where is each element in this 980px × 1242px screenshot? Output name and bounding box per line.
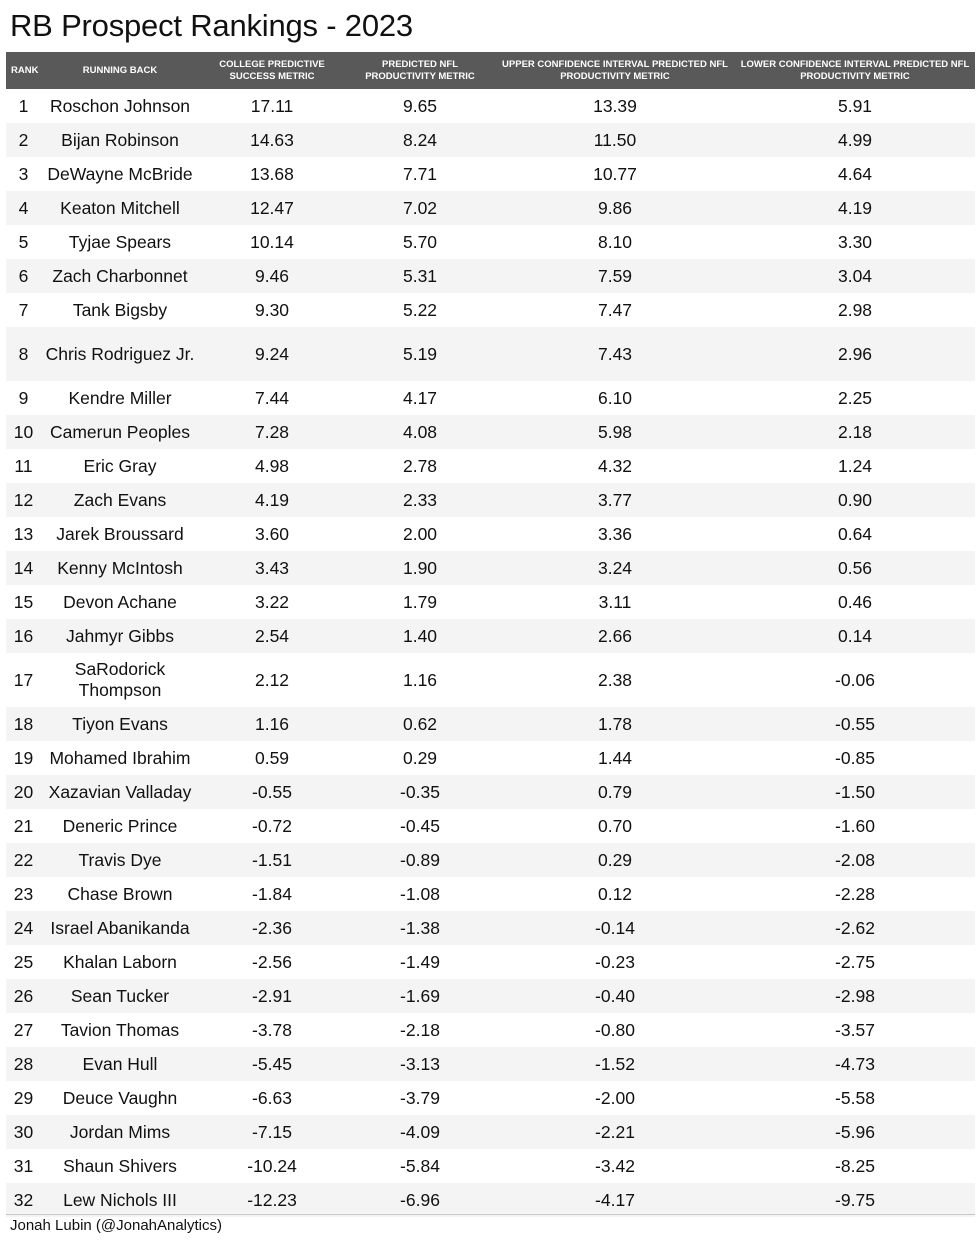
- cell-college-metric: 12.47: [199, 191, 345, 225]
- cell-lower-ci: 0.14: [735, 619, 975, 653]
- table-row: [6, 293, 975, 327]
- cell-upper-ci: 4.32: [597, 455, 633, 476]
- cell-college-metric: -7.15: [199, 1115, 345, 1149]
- table-row: [6, 1013, 975, 1047]
- cell-predicted-nfl: 2.33: [345, 483, 495, 517]
- cell-running-back: Deuce Vaughn: [62, 1087, 178, 1108]
- cell-upper-ci: 0.29: [495, 843, 735, 877]
- cell-rank: 14: [6, 551, 41, 585]
- cell-lower-ci: -1.50: [735, 775, 975, 809]
- cell-predicted-nfl: -3.79: [400, 1087, 440, 1108]
- cell-predicted-nfl: 2.78: [402, 455, 438, 476]
- table-row: [6, 945, 975, 979]
- cell-rank: 29: [13, 1087, 34, 1108]
- cell-predicted-nfl: 5.22: [402, 299, 438, 320]
- table-row: [6, 191, 975, 225]
- cell-rank: 24: [6, 911, 41, 945]
- table-row: [6, 843, 975, 877]
- table-row: [6, 517, 975, 551]
- cell-lower-ci: -8.25: [835, 1155, 875, 1176]
- cell-college-metric: 2.12: [254, 669, 290, 690]
- cell-predicted-nfl: -0.89: [345, 843, 495, 877]
- cell-running-back: Lew Nichols III: [41, 1183, 199, 1217]
- cell-upper-ci: -2.00: [595, 1087, 635, 1108]
- cell-lower-ci: 0.46: [837, 591, 873, 612]
- cell-upper-ci: 6.10: [597, 387, 633, 408]
- cell-college-metric: 4.19: [199, 483, 345, 517]
- cell-running-back: Kendre Miller: [68, 387, 172, 408]
- cell-rank: 12: [6, 483, 41, 517]
- cell-upper-ci: 0.12: [597, 883, 633, 904]
- cell-rank: 4: [6, 191, 41, 225]
- table-body: [6, 89, 975, 1217]
- cell-college-metric: -6.63: [252, 1087, 292, 1108]
- cell-lower-ci: 0.64: [837, 523, 873, 544]
- cell-upper-ci: 7.59: [495, 259, 735, 293]
- cell-predicted-nfl: 5.70: [402, 231, 438, 252]
- cell-running-back: Tank Bigsby: [72, 299, 168, 320]
- cell-running-back: Mohamed Ibrahim: [49, 747, 191, 768]
- cell-lower-ci: -0.85: [835, 747, 875, 768]
- cell-running-back: DeWayne McBride: [47, 163, 193, 184]
- cell-college-metric: -2.56: [252, 951, 292, 972]
- cell-rank: 3: [18, 163, 29, 184]
- cell-running-back: Zach Charbonnet: [41, 259, 199, 293]
- cell-rank: 5: [18, 231, 29, 252]
- cell-running-back: Keaton Mitchell: [41, 191, 199, 225]
- cell-running-back: Khalan Laborn: [63, 951, 177, 972]
- cell-college-metric: -1.51: [199, 843, 345, 877]
- cell-predicted-nfl: -0.45: [400, 815, 440, 836]
- cell-lower-ci: 1.24: [837, 455, 873, 476]
- cell-lower-ci: -2.28: [835, 883, 875, 904]
- header-predicted-nfl[interactable]: PREDICTED NFL PRODUCTIVITY METRIC: [345, 52, 495, 89]
- table-row: [6, 89, 975, 123]
- cell-lower-ci: -2.75: [835, 951, 875, 972]
- cell-upper-ci: 1.44: [597, 747, 633, 768]
- cell-college-metric: 14.63: [199, 123, 345, 157]
- page-title: RB Prospect Rankings - 2023: [10, 8, 413, 43]
- cell-upper-ci: 5.98: [495, 415, 735, 449]
- cell-rank: 17: [13, 669, 34, 690]
- cell-rank: 9: [18, 387, 29, 408]
- cell-upper-ci: 3.77: [495, 483, 735, 517]
- header-rank[interactable]: RANK: [6, 52, 41, 89]
- table-row: [6, 123, 975, 157]
- cell-running-back: Tavion Thomas: [60, 1019, 180, 1040]
- cell-upper-ci: 0.70: [597, 815, 633, 836]
- cell-lower-ci: 2.18: [735, 415, 975, 449]
- cell-upper-ci: -0.14: [495, 911, 735, 945]
- cell-predicted-nfl: 9.65: [402, 95, 438, 116]
- cell-upper-ci: 8.10: [597, 231, 633, 252]
- cell-college-metric: -3.78: [252, 1019, 292, 1040]
- cell-running-back: Israel Abanikanda: [41, 911, 199, 945]
- cell-predicted-nfl: -1.69: [345, 979, 495, 1013]
- table-row: [6, 809, 975, 843]
- cell-running-back: Jahmyr Gibbs: [41, 619, 199, 653]
- cell-rank: 6: [6, 259, 41, 293]
- cell-running-back: Tyjae Spears: [68, 231, 172, 252]
- cell-upper-ci: 1.78: [495, 707, 735, 741]
- cell-lower-ci: -3.57: [835, 1019, 875, 1040]
- cell-lower-ci: -1.60: [835, 815, 875, 836]
- cell-predicted-nfl: -4.09: [345, 1115, 495, 1149]
- cell-rank: 31: [13, 1155, 34, 1176]
- cell-predicted-nfl: -1.38: [345, 911, 495, 945]
- cell-lower-ci: 0.56: [735, 551, 975, 585]
- cell-college-metric: 3.22: [254, 591, 290, 612]
- cell-upper-ci: 10.77: [593, 163, 637, 184]
- cell-college-metric: 17.11: [250, 95, 294, 116]
- cell-lower-ci: -5.96: [735, 1115, 975, 1149]
- cell-predicted-nfl: 1.90: [345, 551, 495, 585]
- cell-lower-ci: -2.62: [735, 911, 975, 945]
- cell-lower-ci: 4.64: [837, 163, 873, 184]
- footer-credit: Jonah Lubin (@JonahAnalytics): [10, 1217, 223, 1234]
- cell-college-metric: -10.24: [247, 1155, 297, 1176]
- cell-upper-ci: -1.52: [495, 1047, 735, 1081]
- table-row: [6, 911, 975, 945]
- cell-rank: 18: [6, 707, 41, 741]
- cell-upper-ci: -2.21: [495, 1115, 735, 1149]
- cell-running-back: Sean Tucker: [41, 979, 199, 1013]
- cell-predicted-nfl: 8.24: [345, 123, 495, 157]
- cell-rank: 16: [6, 619, 41, 653]
- cell-predicted-nfl: -0.35: [345, 775, 495, 809]
- cell-running-back: Zach Evans: [41, 483, 199, 517]
- cell-college-metric: 9.24: [199, 327, 345, 381]
- cell-upper-ci: -4.17: [495, 1183, 735, 1217]
- cell-running-back: Xazavian Valladay: [41, 775, 199, 809]
- cell-lower-ci: -2.08: [735, 843, 975, 877]
- table-row: [6, 483, 975, 517]
- cell-predicted-nfl: -2.18: [400, 1019, 440, 1040]
- cell-upper-ci: 3.11: [598, 591, 632, 612]
- cell-predicted-nfl: -5.84: [400, 1155, 440, 1176]
- rankings-table: [6, 52, 975, 1217]
- cell-upper-ci: 9.86: [495, 191, 735, 225]
- cell-predicted-nfl: 5.19: [345, 327, 495, 381]
- table-row: [6, 1115, 975, 1149]
- cell-college-metric: 13.68: [250, 163, 294, 184]
- cell-rank: 22: [6, 843, 41, 877]
- cell-college-metric: -0.72: [252, 815, 292, 836]
- cell-rank: 26: [6, 979, 41, 1013]
- cell-upper-ci: 2.66: [495, 619, 735, 653]
- cell-predicted-nfl: 4.08: [345, 415, 495, 449]
- cell-college-metric: 7.28: [199, 415, 345, 449]
- cell-predicted-nfl: 4.17: [402, 387, 438, 408]
- cell-upper-ci: 13.39: [593, 95, 637, 116]
- cell-predicted-nfl: 0.62: [345, 707, 495, 741]
- cell-college-metric: 7.44: [254, 387, 290, 408]
- table-row: [6, 1183, 975, 1217]
- cell-running-back: Kenny McIntosh: [41, 551, 199, 585]
- cell-lower-ci: 4.19: [735, 191, 975, 225]
- header-running-back[interactable]: RUNNING BACK: [41, 52, 199, 89]
- table-row: [6, 259, 975, 293]
- cell-upper-ci: 3.36: [597, 523, 633, 544]
- cell-rank: 25: [13, 951, 34, 972]
- cell-college-metric: -2.36: [199, 911, 345, 945]
- table-row: [6, 707, 975, 741]
- cell-predicted-nfl: -1.49: [400, 951, 440, 972]
- cell-college-metric: 2.54: [199, 619, 345, 653]
- cell-running-back: Travis Dye: [41, 843, 199, 877]
- table-row: [6, 415, 975, 449]
- cell-college-metric: 1.16: [199, 707, 345, 741]
- cell-running-back: Roschon Johnson: [49, 95, 191, 116]
- cell-lower-ci: -4.73: [735, 1047, 975, 1081]
- cell-upper-ci: -0.80: [595, 1019, 635, 1040]
- cell-upper-ci: -0.23: [595, 951, 635, 972]
- cell-lower-ci: -0.55: [735, 707, 975, 741]
- cell-lower-ci: 0.90: [735, 483, 975, 517]
- cell-running-back: Camerun Peoples: [41, 415, 199, 449]
- table-row: [6, 381, 975, 415]
- cell-rank: 30: [6, 1115, 41, 1149]
- cell-running-back: Eric Gray: [83, 455, 157, 476]
- cell-predicted-nfl: 2.00: [402, 523, 438, 544]
- cell-running-back: Jarek Broussard: [56, 523, 184, 544]
- cell-predicted-nfl: -3.13: [345, 1047, 495, 1081]
- footer-divider: [6, 1214, 975, 1215]
- table-row: [6, 1047, 975, 1081]
- cell-rank: 27: [13, 1019, 34, 1040]
- table-row: [6, 775, 975, 809]
- table-row: [6, 225, 975, 259]
- header-lower-ci[interactable]: LOWER CONFIDENCE INTERVAL PREDICTED NFL PRODUCTIVITY METRIC: [735, 52, 975, 89]
- table-row: [6, 585, 975, 619]
- cell-rank: 7: [18, 299, 29, 320]
- cell-college-metric: 10.14: [250, 231, 294, 252]
- cell-upper-ci: -0.40: [495, 979, 735, 1013]
- cell-rank: 19: [13, 747, 34, 768]
- cell-upper-ci: 2.38: [597, 669, 633, 690]
- cell-lower-ci: -9.75: [735, 1183, 975, 1217]
- cell-rank: 1: [18, 95, 29, 116]
- table-row: [6, 1149, 975, 1183]
- cell-college-metric: 3.60: [254, 523, 290, 544]
- cell-upper-ci: 11.50: [495, 123, 735, 157]
- cell-predicted-nfl: 1.16: [402, 669, 438, 690]
- cell-rank: 28: [6, 1047, 41, 1081]
- header-college-metric[interactable]: COLLEGE PREDICTIVE SUCCESS METRIC: [199, 52, 345, 89]
- cell-college-metric: -12.23: [199, 1183, 345, 1217]
- cell-lower-ci: 3.04: [735, 259, 975, 293]
- table-row: [6, 1081, 975, 1115]
- cell-upper-ci: 0.79: [495, 775, 735, 809]
- cell-lower-ci: 3.30: [837, 231, 873, 252]
- cell-rank: 20: [6, 775, 41, 809]
- cell-lower-ci: 2.25: [837, 387, 873, 408]
- table-row: [6, 653, 975, 707]
- cell-rank: 13: [13, 523, 34, 544]
- cell-lower-ci: 2.96: [735, 327, 975, 381]
- cell-lower-ci: 2.98: [837, 299, 873, 320]
- cell-college-metric: 4.98: [254, 455, 290, 476]
- header-upper-ci[interactable]: UPPER CONFIDENCE INTERVAL PREDICTED NFL PRODUCTIVITY METRIC: [495, 52, 735, 89]
- table-row: [6, 877, 975, 911]
- cell-predicted-nfl: -1.08: [400, 883, 440, 904]
- cell-lower-ci: 4.99: [735, 123, 975, 157]
- cell-upper-ci: 3.24: [495, 551, 735, 585]
- cell-predicted-nfl: 1.40: [345, 619, 495, 653]
- cell-rank: 21: [13, 815, 34, 836]
- cell-upper-ci: -3.42: [595, 1155, 635, 1176]
- cell-lower-ci: 5.91: [837, 95, 873, 116]
- cell-predicted-nfl: 1.79: [402, 591, 438, 612]
- cell-college-metric: -0.55: [199, 775, 345, 809]
- cell-lower-ci: -2.98: [735, 979, 975, 1013]
- cell-running-back: Jordan Mims: [41, 1115, 199, 1149]
- cell-college-metric: -2.91: [199, 979, 345, 1013]
- cell-running-back: Chris Rodriguez Jr.: [41, 327, 199, 381]
- cell-upper-ci: 7.47: [597, 299, 633, 320]
- table-row: [6, 449, 975, 483]
- cell-college-metric: -1.84: [252, 883, 292, 904]
- cell-college-metric: -5.45: [199, 1047, 345, 1081]
- cell-running-back: Tiyon Evans: [41, 707, 199, 741]
- cell-running-back: Chase Brown: [67, 883, 173, 904]
- cell-college-metric: 3.43: [199, 551, 345, 585]
- cell-predicted-nfl: 7.02: [345, 191, 495, 225]
- cell-predicted-nfl: 0.29: [402, 747, 438, 768]
- cell-college-metric: 0.59: [254, 747, 290, 768]
- cell-upper-ci: 7.43: [495, 327, 735, 381]
- table-row: [6, 551, 975, 585]
- cell-rank: 11: [14, 455, 33, 476]
- cell-rank: 15: [13, 591, 34, 612]
- cell-rank: 8: [6, 327, 41, 381]
- cell-running-back: Shaun Shivers: [63, 1155, 177, 1176]
- cell-predicted-nfl: 7.71: [402, 163, 438, 184]
- cell-running-back: Devon Achane: [63, 591, 177, 612]
- table-row: [6, 741, 975, 775]
- table-row: [6, 619, 975, 653]
- cell-running-back: Evan Hull: [41, 1047, 199, 1081]
- cell-rank: 32: [6, 1183, 41, 1217]
- cell-predicted-nfl: 5.31: [345, 259, 495, 293]
- cell-college-metric: 9.30: [254, 299, 290, 320]
- cell-lower-ci: -0.06: [835, 669, 875, 690]
- cell-rank: 10: [6, 415, 41, 449]
- cell-college-metric: 9.46: [199, 259, 345, 293]
- cell-predicted-nfl: -6.96: [345, 1183, 495, 1217]
- cell-rank: 2: [6, 123, 41, 157]
- cell-rank: 23: [13, 883, 34, 904]
- cell-running-back: Bijan Robinson: [41, 123, 199, 157]
- table-row: [6, 327, 975, 381]
- cell-lower-ci: -5.58: [835, 1087, 875, 1108]
- cell-running-back: SaRodorick Thompson: [74, 659, 166, 700]
- table-row: [6, 979, 975, 1013]
- cell-running-back: Deneric Prince: [62, 815, 178, 836]
- table-header-row: [6, 52, 975, 89]
- table-row: [6, 157, 975, 191]
